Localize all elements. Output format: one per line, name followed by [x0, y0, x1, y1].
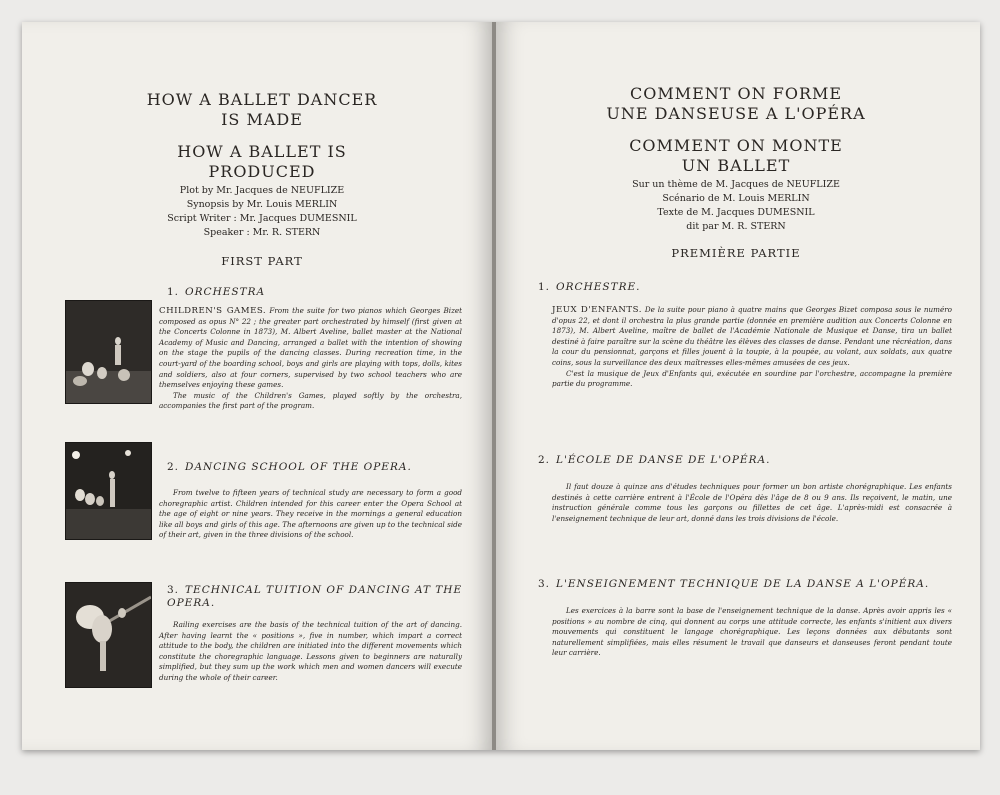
- left-section-3-title: TECHNICAL TUITION OF DANCING AT THE OPERA.: [167, 584, 463, 609]
- left-title-line-1: HOW A BALLET DANCER: [146, 90, 378, 109]
- right-page: [496, 22, 980, 750]
- left-credit-script: Script Writer : Mr. Jacques DUMESNIL: [167, 213, 357, 224]
- right-section-1-number: 1.: [538, 281, 551, 293]
- right-section-1-heading: [538, 281, 641, 293]
- right-section-3-number: 3.: [538, 578, 551, 590]
- left-credit-synopsis: Synopsis by Mr. Louis MERLIN: [186, 199, 338, 210]
- left-section-1-lead: CHILDREN'S GAMES.: [159, 306, 267, 316]
- right-title-line-2: UNE DANSEUSE A L'OPÉRA: [606, 104, 866, 123]
- right-section-2-number: 2.: [538, 454, 551, 466]
- left-title-line-3: HOW A BALLET IS: [177, 142, 347, 161]
- right-title-line-4: UN BALLET: [681, 156, 791, 175]
- right-section-3-heading: [538, 578, 929, 590]
- right-title-line-1: COMMENT ON FORME: [629, 84, 843, 103]
- left-section-2-body: [159, 488, 462, 541]
- left-credits: [62, 184, 462, 240]
- left-credit-plot: Plot by Mr. Jacques de NEUFLIZE: [179, 185, 345, 196]
- left-title-block: [62, 90, 462, 182]
- right-section-3-paragraph-1: Les exercices à la barre sont la base de l'enseignement technique de la danse. Après avoir appris les « positions » au nombre de cinq, qui donnent au corps une attitude correcte, les enfants s'initient aux divers mouvements qui constituent le langage chorégraphique. Les leçons données aux débutants sont naturellement simplifiées, mais elles résument le travail que danseurs et danseuses feront pendant toute leur carrière.: [552, 606, 952, 658]
- right-part-heading: PREMIÈRE PARTIE: [671, 246, 801, 260]
- right-section-1-paragraph-2: C'est la musique de Jeux d'Enfants qui, exécutée en sourdine par l'orchestre, accompagne la première partie du programme.: [552, 368, 952, 389]
- right-credit-narrator: dit par M. R. STERN: [686, 221, 786, 232]
- right-section-1-lead: JEUX D'ENFANTS.: [552, 305, 642, 315]
- left-title-line-4: PRODUCED: [208, 162, 316, 181]
- left-section-2-number: 2.: [167, 461, 180, 473]
- photo-technical-tuition: [65, 582, 152, 688]
- right-title-line-3: COMMENT ON MONTE: [629, 136, 843, 155]
- left-section-1-paragraph-1: From the suite for two pianos which Georges Bizet composed as opus N° 22 ; the greater part orchestrated by himself (first given at the Concerts Colonne in 1873), M. Albert Aveline, ballet master at the National Academy of Music and Dancing, arranged a ballet with the intention of showing on the stage the pupils of the dancing classes. During recreation time, in the court-yard of the boarding school, boys and girls are playing with tops, dolls, kites and soldiers, also at four corners, supervised by two school teachers who are themselves enjoying these games.: [159, 306, 462, 390]
- left-section-2-paragraph-1: From twelve to fifteen years of technical study are necessary to form a good choregraphic artist. Children intended for this career enter the Opera School at the age of eight or nine years. They receive in the mornings a general education like all boys and girls of this age. The afternoons are given up to the technical side of their art, given in the three divisions of the school.: [159, 488, 462, 540]
- right-section-3-body: [552, 606, 952, 659]
- right-section-1-paragraph-1: De la suite pour piano à quatre mains que Georges Bizet composa sous le numéro d'opus 22, et dont il orchestra la plus grande partie (donnée en première audition aux Concerts Colonne en 1873), M. Albert Aveline, maître de ballet de l'Académie Nationale de Musique et Danse, tira un ballet destiné à faire paraître sur la scène du théâtre les élèves des classes de danse. Pendant une récréation, dans la cour du pensionnat, garçons et filles jouent à la toupie, à la poupée, au volant, aux soldats, aux quatre coins, sous la surveillance des deux maîtresses elles-mêmes amusées de ces jeux.: [552, 305, 952, 367]
- left-part-heading: FIRST PART: [221, 254, 303, 268]
- right-section-2-heading: [538, 454, 770, 466]
- right-credits: [526, 178, 946, 234]
- photo-dancing-school: [65, 442, 152, 540]
- right-title-block: [526, 84, 946, 176]
- left-section-1-paragraph-2: The music of the Children's Games, played softly by the orchestra, accompanies the first part of the program.: [159, 390, 462, 411]
- left-section-3-body: [159, 620, 462, 684]
- left-section-3-heading: [167, 584, 467, 610]
- photo-children-games: [65, 300, 152, 404]
- right-section-2-paragraph-1: Il faut douze à quinze ans d'études techniques pour former un bon artiste chorégraphique. Les enfants destinés à cette carrière entrent à l'École de l'Opéra dès l'âge de 8 ou 9 ans. Ils reçoivent, le matin, une instruction générale comme tous les garçons ou fillettes de cet âge. L'après-midi est consacrée à l'enseignement technique de leur art, donné dans les trois divisions de l'école.: [552, 482, 952, 523]
- left-section-1-heading: [167, 286, 265, 298]
- left-section-3-paragraph-1: Railing exercises are the basis of the technical tuition of the art of dancing. After having learnt the « positions », five in number, which impart a correct attitude to the body, the children are initiated into the different movements which constitute the choregraphic language. Lessons given to beginners are naturally simplified, but they sum up the work which men and women dancers will execute during the whole of their career.: [159, 620, 462, 682]
- left-section-2-heading: [167, 461, 412, 473]
- right-section-3-title: L'ENSEIGNEMENT TECHNIQUE DE LA DANSE A L'OPÉRA.: [556, 578, 930, 590]
- right-section-2-title: L'ÉCOLE DE DANSE DE L'OPÉRA.: [556, 454, 771, 466]
- right-credit-theme: Sur un thème de M. Jacques de NEUFLIZE: [632, 179, 840, 190]
- right-credit-text: Texte de M. Jacques DUMESNIL: [657, 207, 815, 218]
- left-section-1-title: ORCHESTRA: [185, 286, 266, 298]
- right-credit-scenario: Scénario de M. Louis MERLIN: [662, 193, 810, 204]
- left-section-3-number: 3.: [167, 584, 180, 596]
- left-section-2-title: DANCING SCHOOL OF THE OPERA.: [185, 461, 412, 473]
- booklet-spread: [22, 22, 980, 750]
- left-credit-speaker: Speaker : Mr. R. STERN: [203, 227, 321, 238]
- right-section-1-body: [552, 305, 952, 390]
- left-section-1-number: 1.: [167, 286, 180, 298]
- left-title-line-2: IS MADE: [221, 110, 303, 129]
- left-section-1-body: [159, 306, 462, 412]
- left-page: [22, 22, 492, 750]
- right-section-1-title: ORCHESTRE.: [556, 281, 641, 293]
- right-section-2-body: [552, 482, 952, 524]
